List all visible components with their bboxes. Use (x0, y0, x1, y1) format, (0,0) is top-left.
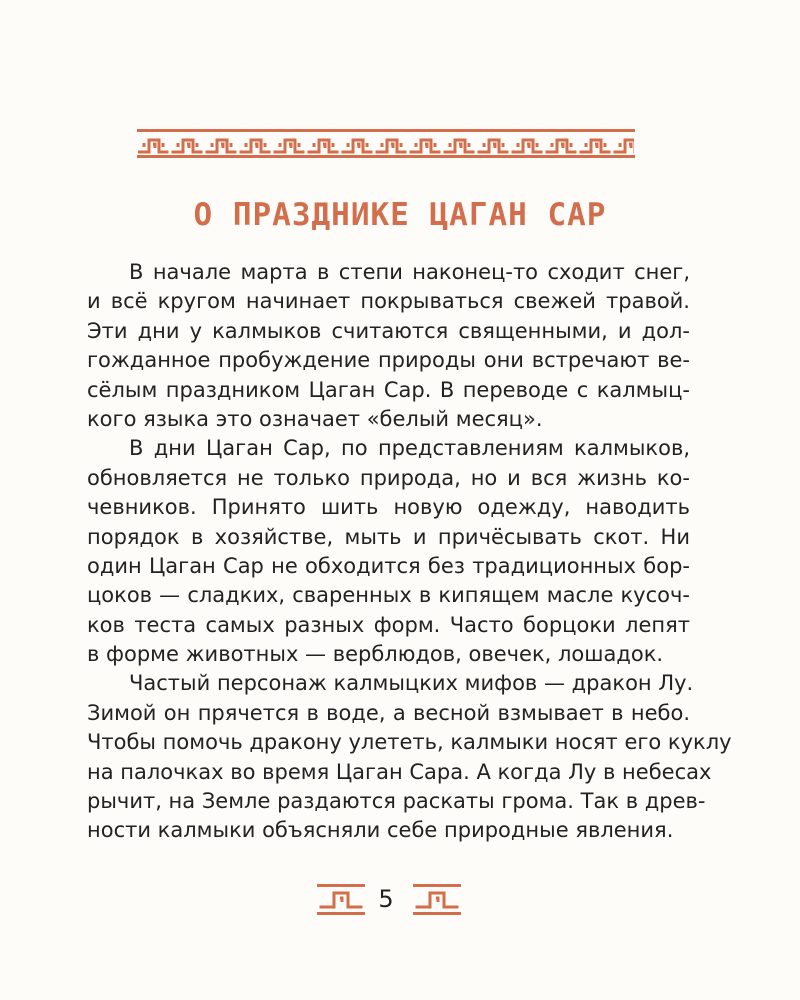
text-line: и всё кругом начинает покрываться свежей травой. (87, 289, 690, 314)
text-line: Зимой он прячется в воде, а весной взмывает в небо. (87, 700, 690, 725)
paragraph (87, 258, 690, 434)
text-line: на палочках во время Цаган Сара. А когда Лу в небесах (87, 759, 712, 784)
text-line: обновляется не только природа, но и вся жизнь ко- (87, 465, 690, 490)
text-line: кого языка это означает «белый месяц». (87, 406, 543, 431)
paragraph (87, 669, 732, 845)
page-number: 5 (378, 885, 394, 913)
text-line: чевников. Принято шить новую одежду, наводить (87, 495, 690, 520)
text-line: ков теста самых разных форм. Часто борцоки лепят (87, 612, 690, 637)
text-line: один Цаган Сар не обходится без традиционных бор- (87, 553, 690, 578)
text-line: ности калмыки объясняли себе природные явления. (87, 818, 674, 843)
text-line: в форме животных — верблюдов, овечек, лошадок. (87, 642, 664, 667)
text-line: порядок в хозяйстве, мыть и причёсывать скот. Ни (87, 524, 690, 549)
text-line: рычит, на Земле раздаются раскаты грома. Так в древ- (87, 789, 706, 814)
text-line: Эти дни у калмыков считаются священными, и дол- (87, 318, 690, 343)
text-line: Чтобы помочь дракону улететь, калмыки носят его куклу (87, 730, 732, 755)
body-text (87, 258, 732, 846)
page-title: О ПРАЗДНИКЕ ЦАГАН САР (193, 197, 607, 233)
text-line: цоков — сладких, сваренных в кипящем масле кусоч- (87, 583, 690, 608)
meander-border-ornament (136, 127, 636, 160)
meander-ornament-left (317, 884, 365, 915)
text-line: гожданное пробуждение природы они встречают ве- (87, 348, 690, 373)
text-line: сёлым праздником Цаган Сар. В переводе с калмыц- (87, 377, 690, 402)
text-line: Частый персонаж калмыцких мифов — дракон Лу. (129, 671, 694, 696)
text-line: В дни Цаган Сар, по представлениям калмыков, (129, 436, 690, 461)
paragraph (87, 434, 690, 669)
meander-ornament-right (413, 884, 461, 915)
text-line: В начале марта в степи наконец-то сходит снег, (129, 260, 690, 284)
